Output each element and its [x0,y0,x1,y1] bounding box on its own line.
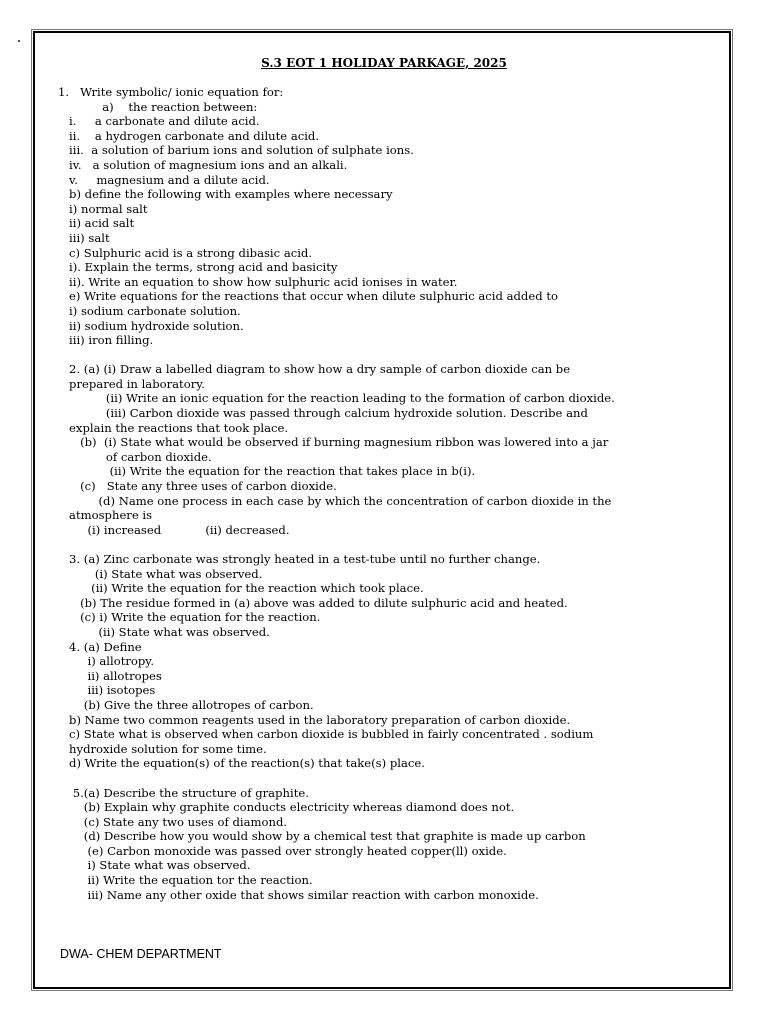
question-line: b) Name two common reagents used in the laboratory preparation of carbon dioxide. [58,712,571,727]
question-line: ii) acid salt [58,216,135,231]
footer-department: DWA- CHEM DEPARTMENT [60,947,222,961]
question-line: i) normal salt [58,201,148,216]
question-line: e) Write equations for the reactions that occur when dilute sulphuric acid added to [58,289,558,304]
document-title: S.3 EOT 1 HOLIDAY PARKAGE, 2025 [261,56,507,70]
question-line: (iii) Carbon dioxide was passed through calcium hydroxide solution. Describe and [58,406,588,421]
scan-speck [18,40,20,42]
question-line: iii) Name any other oxide that shows similar reaction with carbon monoxide. [58,887,539,902]
blank-line [58,537,708,552]
question-line: ii. a hydrogen carbonate and dilute acid. [58,128,320,143]
question-line: explain the reactions that took place. [58,420,289,435]
question-line: b) define the following with examples where necessary [58,187,393,202]
question-line: ii) sodium hydroxide solution. [58,318,244,333]
question-line: (c) State any two uses of diamond. [58,814,288,829]
question-line: i) allotropy. [58,654,155,669]
blank-line [58,771,708,786]
question-line: i) State what was observed. [58,858,251,873]
question-line: (ii) State what was observed. [58,624,270,639]
question-line: (d) Describe how you would show by a chemical test that graphite is made up carbon [58,829,586,844]
question-list [58,85,708,902]
question-line: i. a carbonate and dilute acid. [58,114,260,129]
question-line: 1. Write symbolic/ ionic equation for: [58,85,284,99]
blank-line [58,348,708,363]
question-line: (b) (i) State what would be observed if burning magnesium ribbon was lowered into a jar [58,435,609,450]
question-line: (b) The residue formed in (a) above was added to dilute sulphuric acid and heated. [58,595,568,610]
question-line: (i) State what was observed. [58,566,263,581]
question-line: iii. a solution of barium ions and solution of sulphate ions. [58,143,414,158]
question-line: atmosphere is [58,508,153,523]
question-line: (ii) Write the equation for the reaction that takes place in b(i). [58,464,476,479]
question-line: (ii) Write an ionic equation for the reaction leading to the formation of carbon dioxide. [58,391,615,406]
question-line: (c) i) Write the equation for the reaction. [58,610,321,625]
question-line: (b) Give the three allotropes of carbon. [58,697,314,712]
question-line: v. magnesium and a dilute acid. [58,172,270,187]
question-line: (ii) Write the equation for the reaction which took place. [58,581,424,596]
question-line: ii) Write the equation tor the reaction. [58,873,313,888]
question-line: prepared in laboratory. [58,376,205,391]
question-line: (i) increased (ii) decreased. [58,522,290,537]
question-line: 2. (a) (i) Draw a labelled diagram to show how a dry sample of carbon dioxide can be [58,362,571,377]
question-line: ii) allotropes [58,668,162,683]
question-line: (b) Explain why graphite conducts electricity whereas diamond does not. [58,800,515,815]
question-line: iii) salt [58,230,110,245]
question-line: (d) Name one process in each case by which the concentration of carbon dioxide in the [58,493,612,508]
question-line: c) State what is observed when carbon dioxide is bubbled in fairly concentrated . sodium [58,727,594,742]
question-line: (e) Carbon monoxide was passed over strongly heated copper(ll) oxide. [58,843,507,858]
question-line: i) sodium carbonate solution. [58,303,241,318]
question-line: iii) isotopes [58,683,156,698]
question-line: 4. (a) Define [58,639,142,654]
question-line: 5.(a) Describe the structure of graphite. [58,785,309,800]
question-line: c) Sulphuric acid is a strong dibasic acid. [58,245,313,260]
question-line: 3. (a) Zinc carbonate was strongly heated in a test-tube until no further change. [58,552,541,566]
question-line: hydroxide solution for some time. [58,741,267,756]
question-line: of carbon dioxide. [58,449,212,464]
question-line: i). Explain the terms, strong acid and basicity [58,260,338,275]
question-line: iv. a solution of magnesium ions and an alkali. [58,157,348,172]
question-line: a) the reaction between: [58,99,258,114]
question-line: iii) iron filling. [58,333,154,348]
question-line: ii). Write an equation to show how sulphuric acid ionises in water. [58,274,458,289]
question-line: d) Write the equation(s) of the reaction(s) that take(s) place. [58,756,425,771]
question-line: (c) State any three uses of carbon dioxide. [58,479,337,494]
